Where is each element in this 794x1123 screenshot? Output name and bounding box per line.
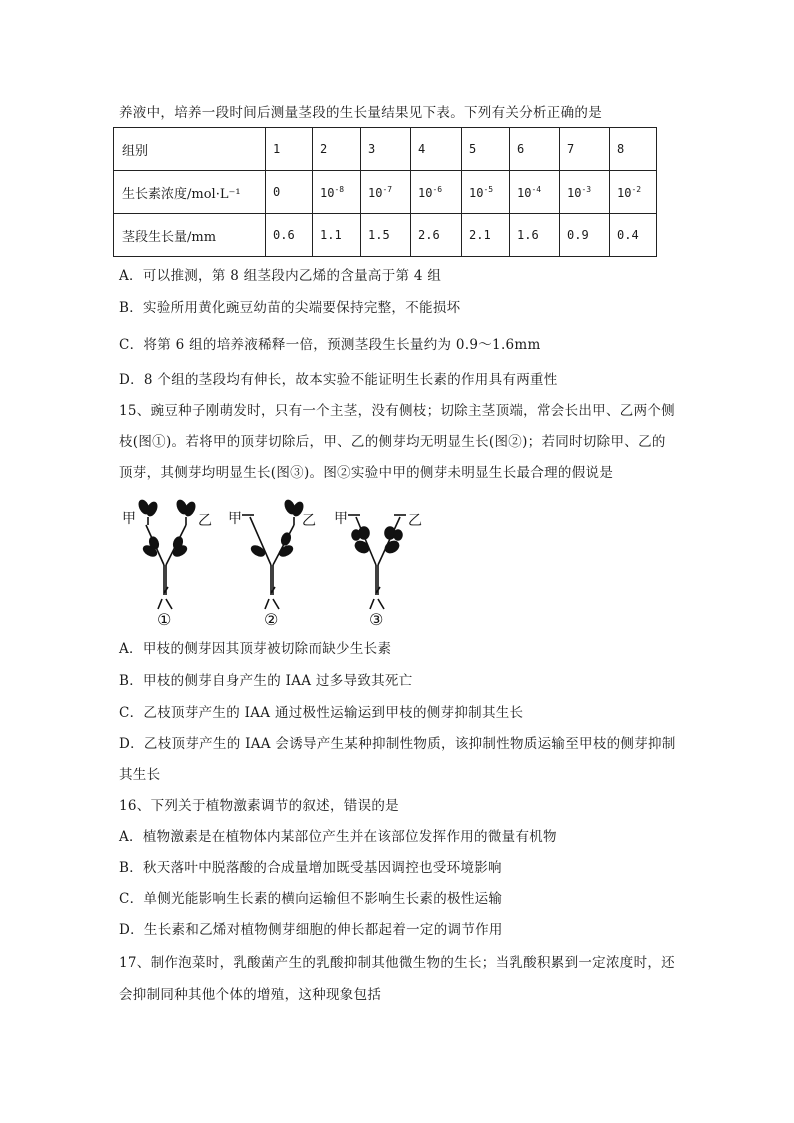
concentration-cell: $10^{-6}$: [411, 171, 462, 214]
group-cell: 3: [361, 128, 411, 171]
q15-option-b: B．甲枝的侧芽自身产生的 IAA 过多导致其死亡: [119, 673, 413, 689]
label-yi-3: 乙: [408, 513, 422, 529]
auxin-data-table: [113, 127, 657, 257]
group-cell: 7: [560, 128, 610, 171]
label-yi-1: 乙: [198, 513, 212, 529]
plant-2: [242, 499, 305, 609]
q17-stem-line: 17、制作泡菜时，乳酸菌产生的乳酸抑制其他微生物的生长；当乳酸积累到一定浓度时，还: [119, 955, 675, 971]
label-yi-2: 乙: [302, 513, 316, 529]
concentration-cell: $10^{-8}$: [313, 171, 361, 214]
growth-cell: 0.9: [560, 214, 610, 257]
growth-cell: 2.6: [411, 214, 462, 257]
label-jia-3: 甲: [334, 511, 348, 527]
q16-option-d: D．生长素和乙烯对植物侧芽细胞的伸长都起着一定的调节作用: [119, 922, 503, 938]
q15-stem-line: 顶芽，其侧芽均明显生长(图③)。图②实验中甲的侧芽未明显生长最合理的假说是: [119, 465, 614, 481]
circled-label-3: ③: [369, 610, 384, 629]
growth-cell: 1.5: [361, 214, 411, 257]
plant-3: [348, 515, 406, 609]
circled-label-2: ②: [264, 610, 279, 629]
concentration-cell: 0: [266, 171, 313, 214]
q14-option-d: D．8 个组的茎段均有伸长，故本实验不能证明生长素的作用具有两重性: [119, 372, 558, 388]
concentration-cell: $10^{-7}$: [361, 171, 411, 214]
concentration-cell: $10^{-4}$: [510, 171, 560, 214]
label-jia-1: 甲: [122, 511, 136, 527]
plant-1: [137, 499, 196, 609]
q14-option-b: B．实验所用黄化豌豆幼苗的尖端要保持完整，不能损坏: [119, 300, 461, 316]
q14-option-c: C．将第 6 组的培养液稀释一倍，预测茎段生长量约为 0.9～1.6mm: [119, 337, 541, 353]
row-label-concentration: 生长素浓度/mol·L⁻¹: [114, 171, 266, 214]
table-row-growth: [114, 214, 657, 257]
table-row-group: [114, 128, 657, 171]
group-cell: 2: [313, 128, 361, 171]
row-label-group: 组别: [114, 128, 266, 171]
group-cell: 1: [266, 128, 313, 171]
q16-option-c: C．单侧光能影响生长素的横向运输但不影响生长素的极性运输: [119, 891, 503, 907]
q16-option-a: A．植物激素是在植物体内某部位产生并在该部位发挥作用的微量有机物: [119, 829, 557, 845]
group-cell: 6: [510, 128, 560, 171]
concentration-cell: $10^{-2}$: [610, 171, 657, 214]
concentration-cell: $10^{-3}$: [560, 171, 610, 214]
q15-option-d-continued: 其生长: [119, 767, 161, 783]
q15-option-c: C．乙枝顶芽产生的 IAA 通过极性运输运到甲枝的侧芽抑制其生长: [119, 705, 524, 721]
growth-cell: 0.4: [610, 214, 657, 257]
table-intro: 养液中，培养一段时间后测量茎段的生长量结果见下表。下列有关分析正确的是: [119, 105, 602, 121]
q16-stem: 16、下列关于植物激素调节的叙述，错误的是: [119, 798, 399, 814]
group-cell: 5: [462, 128, 510, 171]
concentration-cell: $10^{-5}$: [462, 171, 510, 214]
growth-cell: 0.6: [266, 214, 313, 257]
growth-cell: 2.1: [462, 214, 510, 257]
q17-stem-line: 会抑制同种其他个体的增殖，这种现象包括: [119, 987, 382, 1003]
q15-option-a: A．甲枝的侧芽因其顶芽被切除而缺少生长素: [119, 641, 392, 657]
growth-cell: 1.6: [510, 214, 560, 257]
group-cell: 8: [610, 128, 657, 171]
pea-branch-figure: [118, 495, 438, 630]
label-jia-2: 甲: [228, 511, 242, 527]
q15-stem-line: 枝(图①)。若将甲的顶芽切除后，甲、乙的侧芽均无明显生长(图②)；若同时切除甲、乙的: [119, 434, 666, 450]
q16-option-b: B．秋天落叶中脱落酸的合成量增加既受基因调控也受环境影响: [119, 860, 502, 876]
table-row-concentration: [114, 171, 657, 214]
circled-label-1: ①: [157, 610, 172, 629]
growth-cell: 1.1: [313, 214, 361, 257]
group-cell: 4: [411, 128, 462, 171]
row-label-growth: 茎段生长量/mm: [114, 214, 266, 257]
q14-option-a: A．可以推测，第 8 组茎段内乙烯的含量高于第 4 组: [119, 268, 442, 284]
q15-option-d: D．乙枝顶芽产生的 IAA 会诱导产生某种抑制性物质，该抑制性物质运输至甲枝的侧芽抑制: [119, 736, 676, 752]
q15-stem-line: 15、豌豆种子刚萌发时，只有一个主茎，没有侧枝；切除主茎顶端，常会长出甲、乙两个侧: [119, 403, 675, 419]
